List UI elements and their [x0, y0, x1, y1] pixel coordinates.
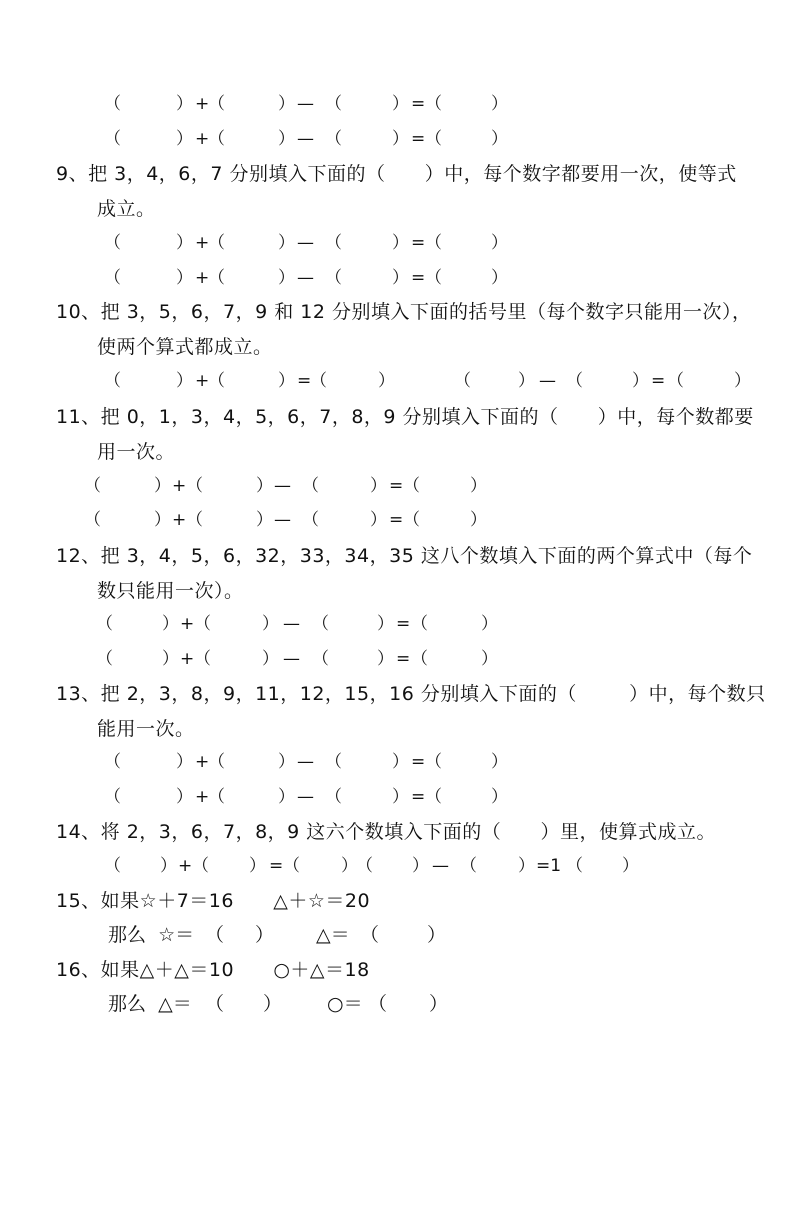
- p15-triangle-label: △＝: [316, 924, 350, 946]
- p12-question-line2: 数只能用一次）。: [97, 580, 244, 602]
- minus-sign: —: [297, 268, 314, 288]
- bracket-open: （: [208, 94, 225, 114]
- bracket-open: （: [283, 856, 300, 876]
- bracket-close: ）: [256, 476, 273, 496]
- bracket-close: ）: [176, 371, 193, 391]
- bracket-close: ）: [491, 752, 508, 772]
- p16-circle-label: ○＝: [327, 993, 363, 1015]
- bracket-open: （: [302, 510, 319, 530]
- bracket-open: （: [566, 371, 583, 391]
- p16-question-line1: 16、如果△＋△＝10 ○＋△＝18: [56, 959, 370, 981]
- bracket-close: ）: [278, 787, 295, 807]
- equals-sign: =: [389, 510, 404, 530]
- bracket-close: ）: [176, 129, 193, 149]
- bracket-close: ）: [491, 94, 508, 114]
- plus-sign: +: [178, 856, 193, 876]
- bracket-close: ）: [176, 233, 193, 253]
- plus-sign: +: [195, 787, 210, 807]
- bracket-close: ）: [377, 614, 394, 634]
- bracket-open: （: [186, 510, 203, 530]
- minus-sign: —: [274, 510, 291, 530]
- bracket-open: （: [425, 268, 442, 288]
- bracket-open: （: [104, 94, 121, 114]
- bracket-close: ）: [392, 94, 409, 114]
- bracket-open: （: [325, 233, 342, 253]
- bracket-close: ）: [278, 233, 295, 253]
- bracket-close: ）: [412, 856, 429, 876]
- bracket-close: ）: [491, 233, 508, 253]
- equals-sign: =: [411, 94, 426, 114]
- bracket-open: （: [325, 94, 342, 114]
- bracket-open: （: [104, 371, 121, 391]
- equals-sign: =: [411, 787, 426, 807]
- bracket-open: （: [411, 649, 428, 669]
- bracket-open: （: [425, 94, 442, 114]
- bracket-close: ）: [491, 268, 508, 288]
- p16-triangle-label: 那么 △＝: [108, 993, 192, 1015]
- bracket-close: ）: [734, 371, 751, 391]
- p15-star-label: 那么 ☆＝: [108, 924, 195, 946]
- bracket-close: ）: [249, 856, 266, 876]
- bracket-close: ）: [278, 94, 295, 114]
- bracket-open: （: [368, 993, 388, 1015]
- bracket-open: （: [194, 614, 211, 634]
- bracket-close: ）: [392, 752, 409, 772]
- bracket-close: ）: [392, 787, 409, 807]
- bracket-open: （: [360, 924, 380, 946]
- bracket-open: （: [302, 476, 319, 496]
- bracket-close: ）: [160, 856, 177, 876]
- bracket-close: ）: [278, 752, 295, 772]
- bracket-close: ）: [176, 268, 193, 288]
- equals-sign: =: [651, 371, 666, 391]
- equals-sign: =: [396, 614, 411, 634]
- bracket-open: （: [84, 510, 101, 530]
- bracket-open: （: [104, 856, 121, 876]
- bracket-open: （: [194, 649, 211, 669]
- bracket-open: （: [104, 129, 121, 149]
- bracket-open: （: [356, 856, 373, 876]
- bracket-close: ）: [470, 510, 487, 530]
- equals-one: =1: [536, 856, 562, 876]
- equals-sign: =: [396, 649, 411, 669]
- p14-question-line1: 14、将 2，3，6，7，8，9 这六个数填入下面的（ ）里，使算式成立。: [56, 821, 717, 843]
- bracket-close: ）: [176, 787, 193, 807]
- p13-question-line1: 13、把 2，3，8，9，11，12，15，16 分别填入下面的（ ）中，每个数只: [56, 683, 766, 705]
- bracket-open: （: [208, 752, 225, 772]
- bracket-open: （: [312, 649, 329, 669]
- bracket-open: （: [566, 856, 583, 876]
- p12-question-line1: 12、把 3，4，5，6，32，33，34，35 这八个数填入下面的两个算式中（每个: [56, 545, 753, 567]
- bracket-open: （: [403, 510, 420, 530]
- bracket-close: ）: [370, 476, 387, 496]
- minus-sign: —: [297, 94, 314, 114]
- bracket-close: ）: [341, 856, 358, 876]
- minus-sign: —: [432, 856, 449, 876]
- minus-sign: —: [297, 787, 314, 807]
- equals-sign: =: [297, 371, 312, 391]
- bracket-open: （: [208, 268, 225, 288]
- bracket-close: ）: [377, 649, 394, 669]
- bracket-open: （: [192, 856, 209, 876]
- bracket-open: （: [425, 129, 442, 149]
- bracket-open: （: [208, 371, 225, 391]
- bracket-close: ）: [491, 129, 508, 149]
- equals-sign: =: [411, 129, 426, 149]
- bracket-close: ）: [378, 371, 395, 391]
- bracket-open: （: [96, 614, 113, 634]
- bracket-open: （: [425, 752, 442, 772]
- bracket-close: ）: [481, 614, 498, 634]
- minus-sign: —: [274, 476, 291, 496]
- bracket-close: ）: [392, 268, 409, 288]
- bracket-open: （: [104, 268, 121, 288]
- bracket-open: （: [84, 476, 101, 496]
- plus-sign: +: [195, 94, 210, 114]
- plus-sign: +: [195, 233, 210, 253]
- bracket-open: （: [104, 752, 121, 772]
- p9-question-line2: 成立。: [97, 198, 156, 220]
- bracket-close: ）: [392, 233, 409, 253]
- bracket-close: ）: [518, 856, 535, 876]
- p10-question-line2: 使两个算式都成立。: [97, 336, 273, 358]
- equals-sign: =: [269, 856, 284, 876]
- bracket-close: ）: [470, 476, 487, 496]
- bracket-open: （: [460, 856, 477, 876]
- minus-sign: —: [297, 233, 314, 253]
- bracket-open: （: [325, 787, 342, 807]
- bracket-close: ）: [262, 614, 279, 634]
- bracket-open: （: [186, 476, 203, 496]
- p15-question-line1: 15、如果☆＋7＝16 △＋☆＝20: [56, 890, 371, 912]
- bracket-close: ）: [427, 924, 447, 946]
- bracket-close: ）: [491, 787, 508, 807]
- bracket-close: ）: [622, 856, 639, 876]
- bracket-close: ）: [162, 649, 179, 669]
- minus-sign: —: [283, 614, 300, 634]
- bracket-open: （: [325, 268, 342, 288]
- p16-answer-row: [0, 993, 800, 1147]
- plus-sign: +: [172, 510, 187, 530]
- bracket-close: ）: [481, 649, 498, 669]
- p9-question-line1: 9、把 3，4，6，7 分别填入下面的（ ）中，每个数字都要用一次，使等式: [56, 163, 737, 185]
- bracket-open: （: [208, 787, 225, 807]
- equals-sign: =: [411, 752, 426, 772]
- bracket-close: ）: [278, 268, 295, 288]
- bracket-open: （: [425, 233, 442, 253]
- plus-sign: +: [195, 752, 210, 772]
- bracket-close: ）: [518, 371, 535, 391]
- bracket-close: ）: [632, 371, 649, 391]
- bracket-close: ）: [370, 510, 387, 530]
- bracket-open: （: [325, 752, 342, 772]
- minus-sign: —: [297, 752, 314, 772]
- bracket-close: ）: [176, 752, 193, 772]
- bracket-open: （: [667, 371, 684, 391]
- bracket-open: （: [96, 649, 113, 669]
- bracket-close: ）: [429, 993, 449, 1015]
- equals-sign: =: [411, 233, 426, 253]
- bracket-close: ）: [278, 129, 295, 149]
- bracket-open: （: [454, 371, 471, 391]
- bracket-open: （: [205, 924, 225, 946]
- minus-sign: —: [297, 129, 314, 149]
- bracket-close: ）: [154, 476, 171, 496]
- bracket-open: （: [208, 129, 225, 149]
- p13-question-line2: 能用一次。: [97, 718, 195, 740]
- bracket-close: ）: [162, 614, 179, 634]
- bracket-open: （: [403, 476, 420, 496]
- bracket-open: （: [205, 993, 225, 1015]
- minus-sign: —: [539, 371, 556, 391]
- plus-sign: +: [195, 268, 210, 288]
- equals-sign: =: [411, 268, 426, 288]
- bracket-open: （: [104, 787, 121, 807]
- bracket-close: ）: [278, 371, 295, 391]
- bracket-open: （: [425, 787, 442, 807]
- bracket-close: ）: [154, 510, 171, 530]
- bracket-open: （: [208, 233, 225, 253]
- bracket-close: ）: [176, 94, 193, 114]
- equals-sign: =: [389, 476, 404, 496]
- bracket-close: ）: [262, 649, 279, 669]
- bracket-open: （: [104, 233, 121, 253]
- bracket-close: ）: [263, 993, 283, 1015]
- bracket-open: （: [325, 129, 342, 149]
- plus-sign: +: [180, 649, 195, 669]
- plus-sign: +: [172, 476, 187, 496]
- bracket-close: ）: [255, 924, 275, 946]
- bracket-open: （: [310, 371, 327, 391]
- plus-sign: +: [195, 129, 210, 149]
- bracket-close: ）: [256, 510, 273, 530]
- bracket-close: ）: [392, 129, 409, 149]
- p11-question-line1: 11、把 0，1，3，4，5，6，7，8，9 分别填入下面的（ ）中，每个数都要: [56, 406, 754, 428]
- bracket-open: （: [312, 614, 329, 634]
- plus-sign: +: [180, 614, 195, 634]
- minus-sign: —: [283, 649, 300, 669]
- p10-question-line1: 10、把 3，5，6，7，9 和 12 分别填入下面的括号里（每个数字只能用一次），: [56, 301, 752, 323]
- bracket-open: （: [411, 614, 428, 634]
- p11-question-line2: 用一次。: [97, 441, 176, 463]
- plus-sign: +: [195, 371, 210, 391]
